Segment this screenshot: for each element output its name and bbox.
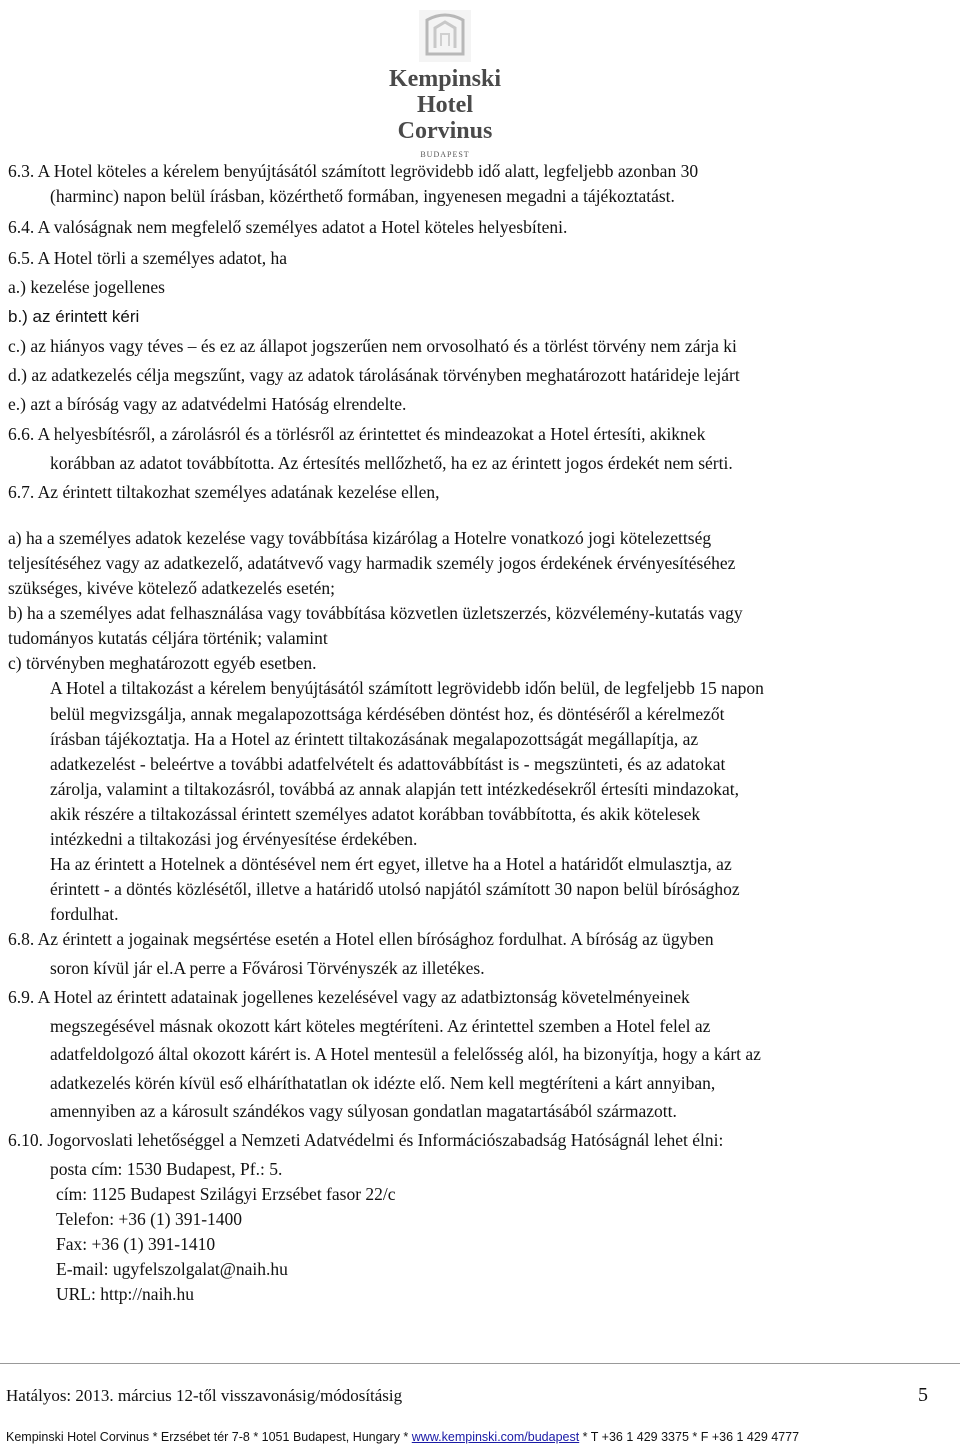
logo-line-2: Corvinus	[397, 118, 493, 144]
footer-divider	[0, 1363, 960, 1364]
logo-line-1: Kempinski Hotel	[388, 66, 502, 118]
footer-address	[6, 1430, 799, 1444]
text-line: e.) azt a bíróság vagy az adatvédelmi Hatóság elrendelte.	[8, 394, 407, 414]
text-line: intézkedni a tiltakozási jog érvényesítése érdekében.	[50, 829, 418, 849]
text-line: b) ha a személyes adat felhasználása vagy továbbítása közvetlen üzletszerzés, közvélemény-kutatás vagy	[8, 603, 743, 623]
footer-validity: Hatályos: 2013. március 12-től visszavonásig/módosításig	[6, 1386, 403, 1405]
text-line: érintett - a döntés közlésétől, illetve a határidő utolsó napjától számított 30 napon belül bírósághoz	[50, 879, 740, 899]
hotel-logo	[370, 6, 520, 159]
text-line: posta cím: 1530 Budapest, Pf.: 5.	[50, 1159, 283, 1179]
text-line: adatkezelést - beleértve a további adatfelvételt és adattovábbítást is - megszünteti, és az adatokat	[50, 754, 726, 774]
text-line: (harminc) napon belül írásban, közérthető formában, ingyenesen megadni a tájékoztatást.	[50, 186, 675, 206]
text-line: b.) az érintett kéri	[8, 307, 140, 326]
text-line: cím: 1125 Budapest Szilágyi Erzsébet fasor 22/c	[56, 1184, 396, 1204]
address-prefix: Kempinski Hotel Corvinus * Erzsébet tér 7-8 * 1051 Budapest, Hungary *	[6, 1430, 412, 1444]
text-line: Fax: +36 (1) 391-1410	[56, 1234, 216, 1254]
text-line: c.) az hiányos vagy téves – és ez az állapot jogszerűen nem orvosolható és a törlést törvény nem zárja ki	[8, 336, 737, 356]
text-line: teljesítéséhez vagy az adatkezelő, adatátvevő vagy harmadik személy jogos érdekének érvényesítéséhez	[8, 553, 736, 573]
website-link[interactable]: www.kempinski.com/budapest	[411, 1430, 580, 1444]
text-line: a.) kezelése jogellenes	[8, 277, 165, 297]
text-line: korábban az adatot továbbította. Az értesítés mellőzhető, ha ez az érintett jogos érdekét nem sérti.	[50, 453, 733, 473]
text-line: 6.3. A Hotel köteles a kérelem benyújtásától számított legrövidebb idő alatt, legfeljebb azonban 30	[8, 161, 699, 181]
text-line: belül megvizsgálja, annak megalapozottsága kérdésében döntést hoz, és döntéséről a kérelmezőt	[50, 704, 725, 724]
text-line: d.) az adatkezelés célja megszűnt, vagy az adatok tárolásának törvényben meghatározott határideje lejárt	[8, 365, 740, 385]
text-line: szükséges, kivéve kötelező adatkezelés esetén;	[8, 578, 336, 598]
logo-city: BUDAPEST	[420, 150, 470, 159]
text-line: 6.7. Az érintett tiltakozhat személyes adatának kezelése ellen,	[8, 482, 440, 502]
text-line: a) ha a személyes adatok kezelése vagy továbbítása kizárólag a Hotelre vonatkozó jogi kötelezettség	[8, 528, 712, 548]
text-line: URL: http://naih.hu	[56, 1284, 195, 1304]
text-line: 6.5. A Hotel törli a személyes adatot, ha	[8, 248, 287, 268]
text-line: 6.6. A helyesbítésről, a zárolásról és a törlésről az érintettet és mindeazokat a Hotel értesíti, akiknek	[8, 424, 706, 444]
text-line: Ha az érintett a Hotelnek a döntésével nem ért egyet, illetve ha a Hotel a határidőt elmulasztja, az	[50, 854, 732, 874]
text-line: 6.8. Az érintett a jogainak megsértése esetén a Hotel ellen bírósághoz fordulhat. A bíróság az ügyben	[8, 929, 714, 949]
text-line: A Hotel a tiltakozást a kérelem benyújtásától számított legrövidebb időn belül, de legfeljebb 15 napon	[50, 678, 764, 698]
logo-emblem-icon	[415, 6, 475, 66]
text-line: 6.9. A Hotel az érintett adatainak jogellenes kezelésével vagy az adatbiztonság követelményeinek	[8, 987, 690, 1007]
page-number: 5	[918, 1384, 928, 1406]
text-line: soron kívül jár el.A perre a Fővárosi Törvényszék az illetékes.	[50, 958, 485, 978]
text-line: zárolja, valamint a tiltakozásról, továbbá az annak alapján tett intézkedésekről értesíti mindazokat,	[50, 779, 740, 799]
text-line: c) törvényben meghatározott egyéb esetben.	[8, 653, 317, 673]
address-suffix: * T +36 1 429 3375 * F +36 1 429 4777	[579, 1430, 800, 1444]
text-line: 6.4. A valóságnak nem megfelelő személyes adatot a Hotel köteles helyesbíteni.	[8, 217, 568, 237]
text-line: tudományos kutatás céljára történik; valamint	[8, 628, 328, 648]
text-line: adatfeldolgozó által okozott kárért is. A Hotel mentesül a felelősség alól, ha bizonyítja, hogy a kárt az	[50, 1044, 761, 1064]
text-line: 6.10. Jogorvoslati lehetőséggel a Nemzeti Adatvédelmi és Információszabadság Hatóságnál lehet élni:	[8, 1130, 724, 1150]
text-line: megszegésével másnak okozott kárt köteles megtéríteni. Az érintettel szemben a Hotel felel az	[50, 1016, 711, 1036]
text-line: amennyiben az a károsult szándékos vagy súlyosan gondatlan magatartásából származott.	[50, 1101, 677, 1121]
text-line: írásban tájékoztatja. Ha a Hotel az érintett tiltakozásának megalapozottságát megállapítja, az	[50, 729, 699, 749]
text-line: akik részére a tiltakozással érintett személyes adatot korábban továbbította, és akik kötelesek	[50, 804, 701, 824]
text-line: adatkezelés körén kívül eső elháríthatatlan ok idézte elő. Nem kell megtéríteni a kárt annyiban,	[50, 1073, 716, 1093]
text-line: Telefon: +36 (1) 391-1400	[56, 1209, 243, 1229]
text-line: E-mail: ugyfelszolgalat@naih.hu	[56, 1259, 288, 1279]
text-line: fordulhat.	[50, 904, 119, 924]
